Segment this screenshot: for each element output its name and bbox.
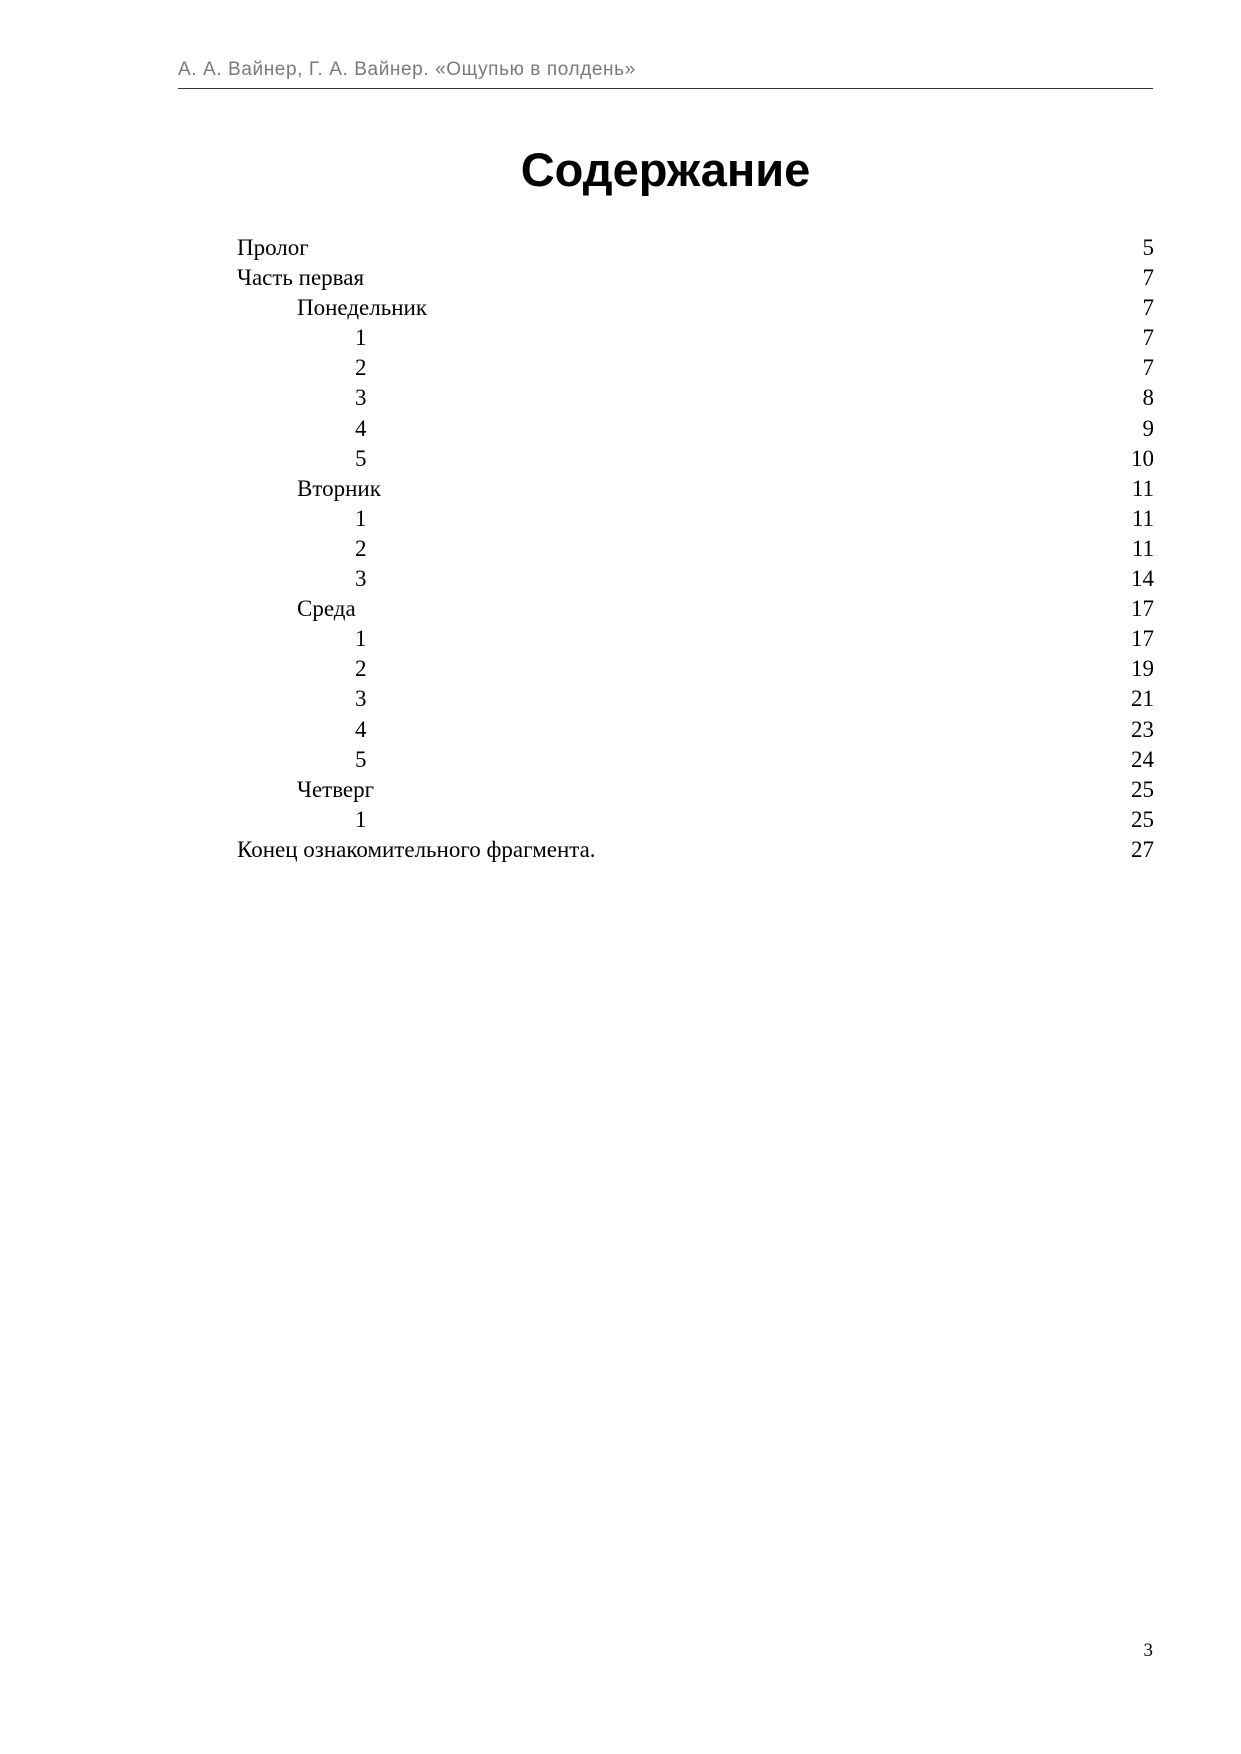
toc-entry-page: 21 — [1131, 686, 1154, 712]
toc-entry-label: Вторник — [297, 475, 381, 501]
toc-entry[interactable] — [237, 534, 1154, 564]
toc-entry[interactable] — [237, 654, 1154, 684]
toc-entry-page: 9 — [1142, 415, 1154, 441]
toc-entry[interactable] — [237, 684, 1154, 714]
toc-entry-label: Часть первая — [237, 265, 365, 291]
toc-entry-page: 8 — [1142, 385, 1154, 411]
toc-entry[interactable] — [237, 835, 1154, 865]
toc-entry[interactable] — [237, 414, 1154, 444]
toc-entry-label: 1 — [355, 806, 367, 832]
toc-entry-page: 11 — [1131, 475, 1154, 501]
toc-entry-label: 4 — [355, 716, 367, 742]
toc-entry-page: 7 — [1142, 355, 1154, 381]
toc-entry[interactable] — [237, 504, 1154, 534]
toc-entry-page: 11 — [1131, 505, 1154, 531]
toc-entry[interactable] — [237, 263, 1154, 293]
toc-entry-page: 24 — [1131, 746, 1154, 772]
toc-entry-label: 1 — [355, 505, 367, 531]
toc-entry[interactable] — [237, 624, 1154, 654]
toc-entry-label: 3 — [355, 566, 367, 592]
toc-entry-page: 25 — [1131, 776, 1154, 802]
toc-entry[interactable] — [237, 323, 1154, 353]
toc-entry-page: 7 — [1142, 265, 1154, 291]
toc-entry-label: 1 — [355, 325, 367, 351]
toc-entry-label: Четверг — [297, 776, 375, 802]
toc-entry-page: 25 — [1131, 806, 1154, 832]
toc-entry[interactable] — [237, 775, 1154, 805]
toc-entry[interactable] — [237, 293, 1154, 323]
toc-entry[interactable] — [237, 233, 1154, 263]
toc-entry-page: 27 — [1131, 836, 1154, 862]
toc-entry[interactable] — [237, 564, 1154, 594]
toc-entry-page: 11 — [1131, 535, 1154, 561]
toc-entry-page: 17 — [1131, 596, 1154, 622]
toc-entry-label: Среда — [297, 596, 356, 622]
toc-title: Содержание — [520, 143, 811, 196]
toc-entry[interactable] — [237, 444, 1154, 474]
toc-entry-page: 19 — [1131, 656, 1154, 682]
toc-entry-label: 3 — [355, 385, 367, 411]
toc-entry[interactable] — [237, 805, 1154, 835]
toc-entry-page: 5 — [1142, 235, 1154, 260]
toc-entry[interactable] — [237, 383, 1154, 413]
toc-entry-page: 17 — [1131, 626, 1154, 652]
toc-entry-label: Пролог — [237, 235, 309, 260]
toc-entry-label: 4 — [355, 415, 367, 441]
page-number: 3 — [1143, 1640, 1153, 1661]
toc-entry-label: 2 — [355, 355, 367, 381]
toc-entry-label: 5 — [355, 445, 367, 471]
toc-entry-label: 2 — [355, 535, 367, 561]
toc-entry[interactable] — [237, 745, 1154, 775]
toc-entry-page: 7 — [1142, 325, 1154, 351]
toc-entry-page: 10 — [1131, 445, 1154, 471]
toc-entry-label: 5 — [355, 746, 367, 772]
toc-entry-page: 7 — [1142, 295, 1154, 321]
toc-entry-label: 1 — [355, 626, 367, 652]
toc-entry[interactable] — [237, 353, 1154, 383]
toc-entry[interactable] — [237, 474, 1154, 504]
toc-entry-label: 2 — [355, 656, 367, 682]
running-header: А. А. Вайнер, Г. А. Вайнер. «Ощупью в полдень» — [178, 58, 1153, 89]
toc-entry[interactable] — [237, 594, 1154, 624]
toc-list — [237, 233, 1154, 865]
toc-entry-page: 14 — [1131, 566, 1154, 592]
toc-entry[interactable] — [237, 715, 1154, 745]
toc-entry-label: 3 — [355, 686, 367, 712]
toc-entry-label: Понедельник — [297, 295, 427, 321]
toc-entry-label: Конец ознакомительного фрагмента. — [237, 836, 596, 862]
toc-entry-page: 23 — [1131, 716, 1154, 742]
